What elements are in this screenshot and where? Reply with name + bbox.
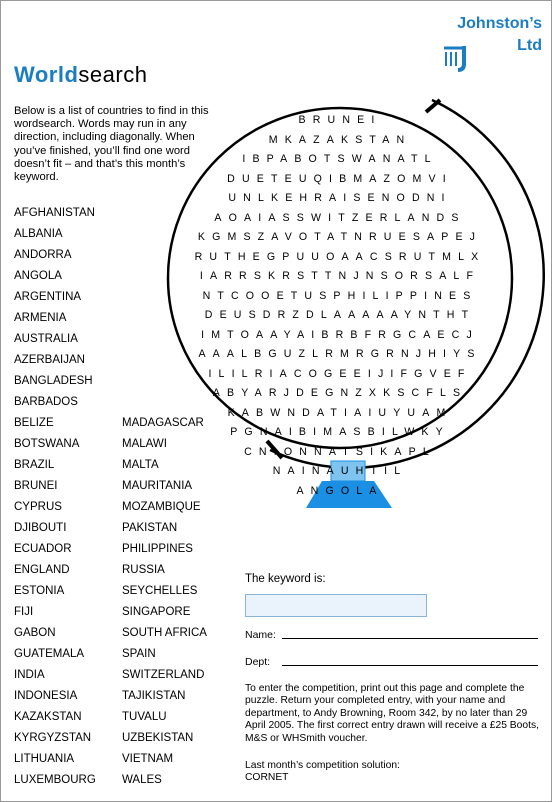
country-list-item: BOTSWANA [14,438,80,450]
grid-row: UNLKEHRAISENODNI [228,192,452,204]
grid-row: PGNAIBIMASBILWKY [230,426,450,438]
name-label: Name: [245,629,276,641]
country-list-item: AUSTRALIA [14,333,78,345]
grid-row: IBPABOTSWANATL [242,153,438,165]
grid-row: KGMSZAVOTATNRUESAPEJ [197,231,483,243]
grid-row: NTCOOETUSPHILIPPINES [202,289,478,302]
grid-row: IARRSKRSTTNJNSORSALF [199,270,481,282]
keyword-label: The keyword is: [245,573,326,585]
country-list-item: INDONESIA [14,690,78,702]
country-list-item: LUXEMBOURG [14,774,96,786]
grid-row: MKAZAKSTAN [268,133,412,146]
country-list-item: ESTONIA [14,585,65,597]
grid-row: KABWNDATIAIUYUAM [227,406,453,419]
grid-row: BRUNEI [298,114,382,126]
grid-row: IMTOAAYAIBRBFRGCAECJ [201,328,479,341]
country-list-item: SINGAPORE [122,606,191,618]
country-list-item: LITHUANIA [14,753,75,765]
country-list-item: SEYCHELLES [122,585,198,597]
keyword-input[interactable] [245,594,427,617]
grid-row: ANGOLA [296,484,384,497]
country-list-item: SOUTH AFRICA [122,627,207,639]
grid-row: DUETEUQIBMAZOMVI [227,172,453,185]
country-list-item: FIJI [14,606,34,618]
country-list-item: ECUADOR [14,543,72,555]
dept-field[interactable] [282,654,538,666]
country-list-item: RUSSIA [122,564,165,576]
grid-row: NAINAUHTIL [272,465,408,477]
grid-row: RUTHEGPUUOAACSRUTMLX [194,250,486,263]
country-list-item: PAKISTAN [122,522,178,534]
grid-row: AAALBGUZLRMRGRNJHIYS [198,348,482,360]
last-month-label: Last month’s competition solution: [245,760,400,771]
name-field[interactable] [282,627,538,639]
country-list-item: GABON [14,627,56,639]
country-list-item: GUATEMALA [14,648,85,660]
country-list-item: ANGOLA [14,270,62,282]
country-list-item: ARMENIA [14,312,67,324]
country-list-item: MADAGASCAR [122,417,204,429]
logo-suffix: Ltd [517,37,542,54]
last-month-answer: CORNET [245,772,289,784]
country-list-item: KAZAKSTAN [14,711,82,723]
country-list-item: BELIZE [14,417,54,429]
country-list-item: AFGHANISTAN [14,207,95,219]
country-list-item: BANGLADESH [14,375,93,387]
title-accent: World [14,62,79,87]
grid-row: ABYARJDEGNZXKSCFLS [212,387,468,399]
country-list-item: CYPRUS [14,501,62,513]
grid-row: DEUSDRZDLAAAAAYNTHT [204,309,476,321]
last-month-solution [245,760,541,785]
country-list-item: VIETNAM [122,753,174,765]
country-list-item: MAURITANIA [122,480,193,492]
competition-instructions: To enter the competition, print out this page and complete the puzzle. Return your completed entry, with your name and department, to Andy Browning, Room 342, by no later than 29 April 2005. The first correct entry drawn will receive a £25 Boots, M&S or WHSmith voucher. [245,683,539,744]
country-list-item: INDIA [14,669,45,681]
grid-row: CNIONNATSIKAPL [244,445,436,458]
country-list-item: PHILIPPINES [122,543,193,555]
country-list-item: KYRGYZSTAN [14,732,92,744]
country-list-item: AZERBAIJAN [14,354,85,366]
country-list-item: BRUNEI [14,480,58,492]
country-list-item: MOZAMBIQUE [122,501,201,513]
intro-text: Below is a list of countries to find in this wordsearch. Words may run in any direction, including diagonally. When you’ve finished, you’ll find one word doesn’t fit – and that’s this month’s keyword. [14,105,209,184]
country-list-item: ALBANIA [14,228,63,240]
grid-row: ILILRIACOGEEIJIFGVEF [208,367,472,380]
country-list-item: ARGENTINA [14,291,82,303]
country-list-item: TAJIKISTAN [122,690,186,702]
grid-row: AOAIASSWITZERLANDS [214,211,466,224]
title-rest: search [78,62,148,87]
country-list-item: WALES [122,774,162,786]
dept-label: Dept: [245,656,271,668]
country-list-item: MALTA [122,459,159,471]
country-list-item: ENGLAND [14,564,70,576]
logo-name: Johnston’s [457,15,542,32]
country-list-item: SWITZERLAND [122,669,205,681]
country-list-item: TUVALU [122,711,167,723]
country-list-item: BRAZIL [14,459,55,471]
country-list-item: MALAWI [122,438,167,450]
country-list-item: UZBEKISTAN [122,732,194,744]
country-list-item: BARBADOS [14,396,78,408]
country-list-item: ANDORRA [14,249,72,261]
country-list-item: DJIBOUTI [14,522,67,534]
country-list-item: SPAIN [122,648,156,660]
